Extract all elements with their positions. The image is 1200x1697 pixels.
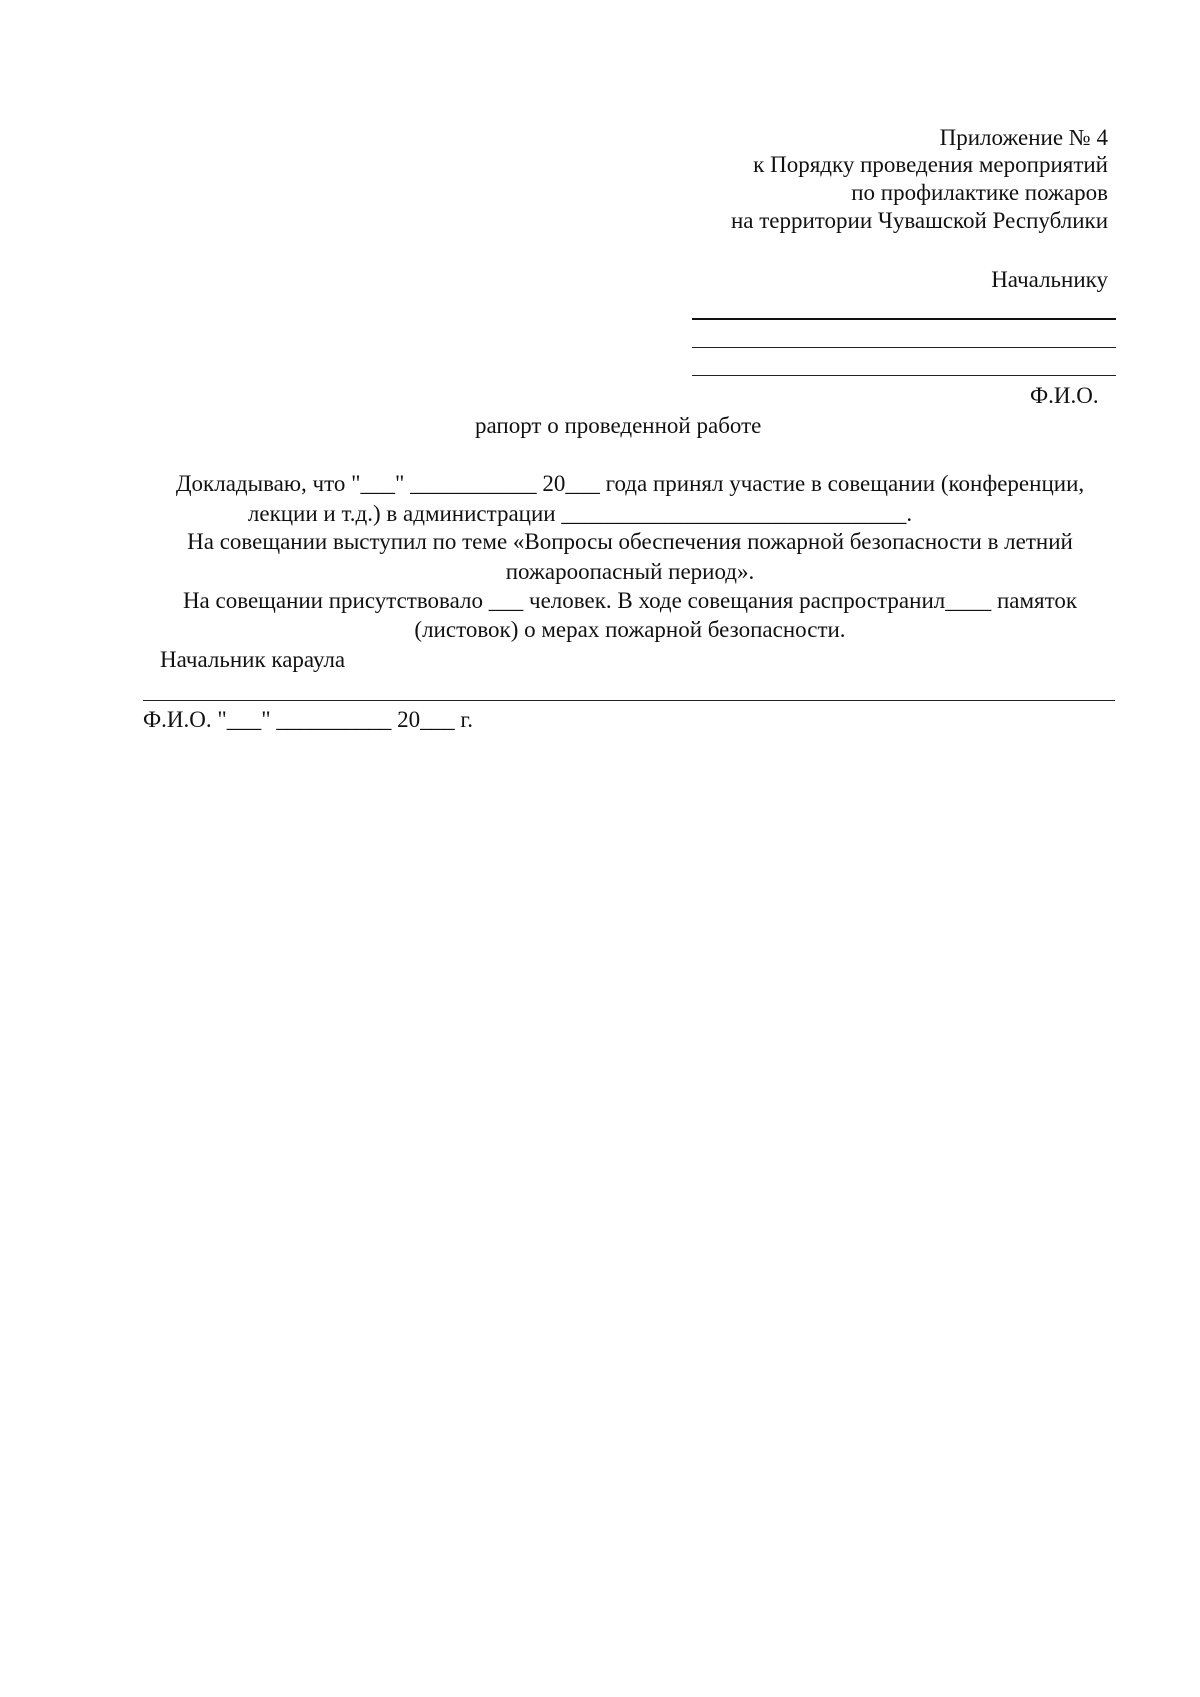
appendix-line-1: Приложение № 4 [939,125,1108,150]
body-line-2: лекции и т.д.) в администрации ______________________________. [247,501,913,526]
addressee-blank-line-2 [692,347,1116,348]
body-line-4: пожароопасный период». [505,559,755,584]
body-line-3: На совещании выступил по теме «Вопросы обеспечения пожарной безопасности в летний [187,529,1073,554]
addressee-blank-line-3 [692,375,1116,376]
appendix-line-2: к Порядку проведения мероприятий [753,152,1108,177]
body-line-6: (листовок) о мерах пожарной безопасности. [414,617,846,642]
signature-blank-line [143,700,1115,701]
document-title: рапорт о проведенной работе [475,413,762,438]
body-line-7: Начальник караула [160,647,346,672]
body-line-5: На совещании присутствовало ___ человек. В ходе совещания распространил____ памяток [182,588,1078,613]
addressee-blank-line-1 [692,318,1116,320]
addressee-label: Начальнику [991,267,1108,292]
appendix-line-3: по профилактике пожаров [851,180,1108,205]
fio-label: Ф.И.О. [1030,383,1099,408]
body-line-1: Докладываю, что "___" ___________ 20___ года принял участие в совещании (конференции, [175,471,1085,496]
signature-line: Ф.И.О. "___" __________ 20___ г. [143,707,474,732]
appendix-line-4: на территории Чувашской Республики [730,208,1108,233]
